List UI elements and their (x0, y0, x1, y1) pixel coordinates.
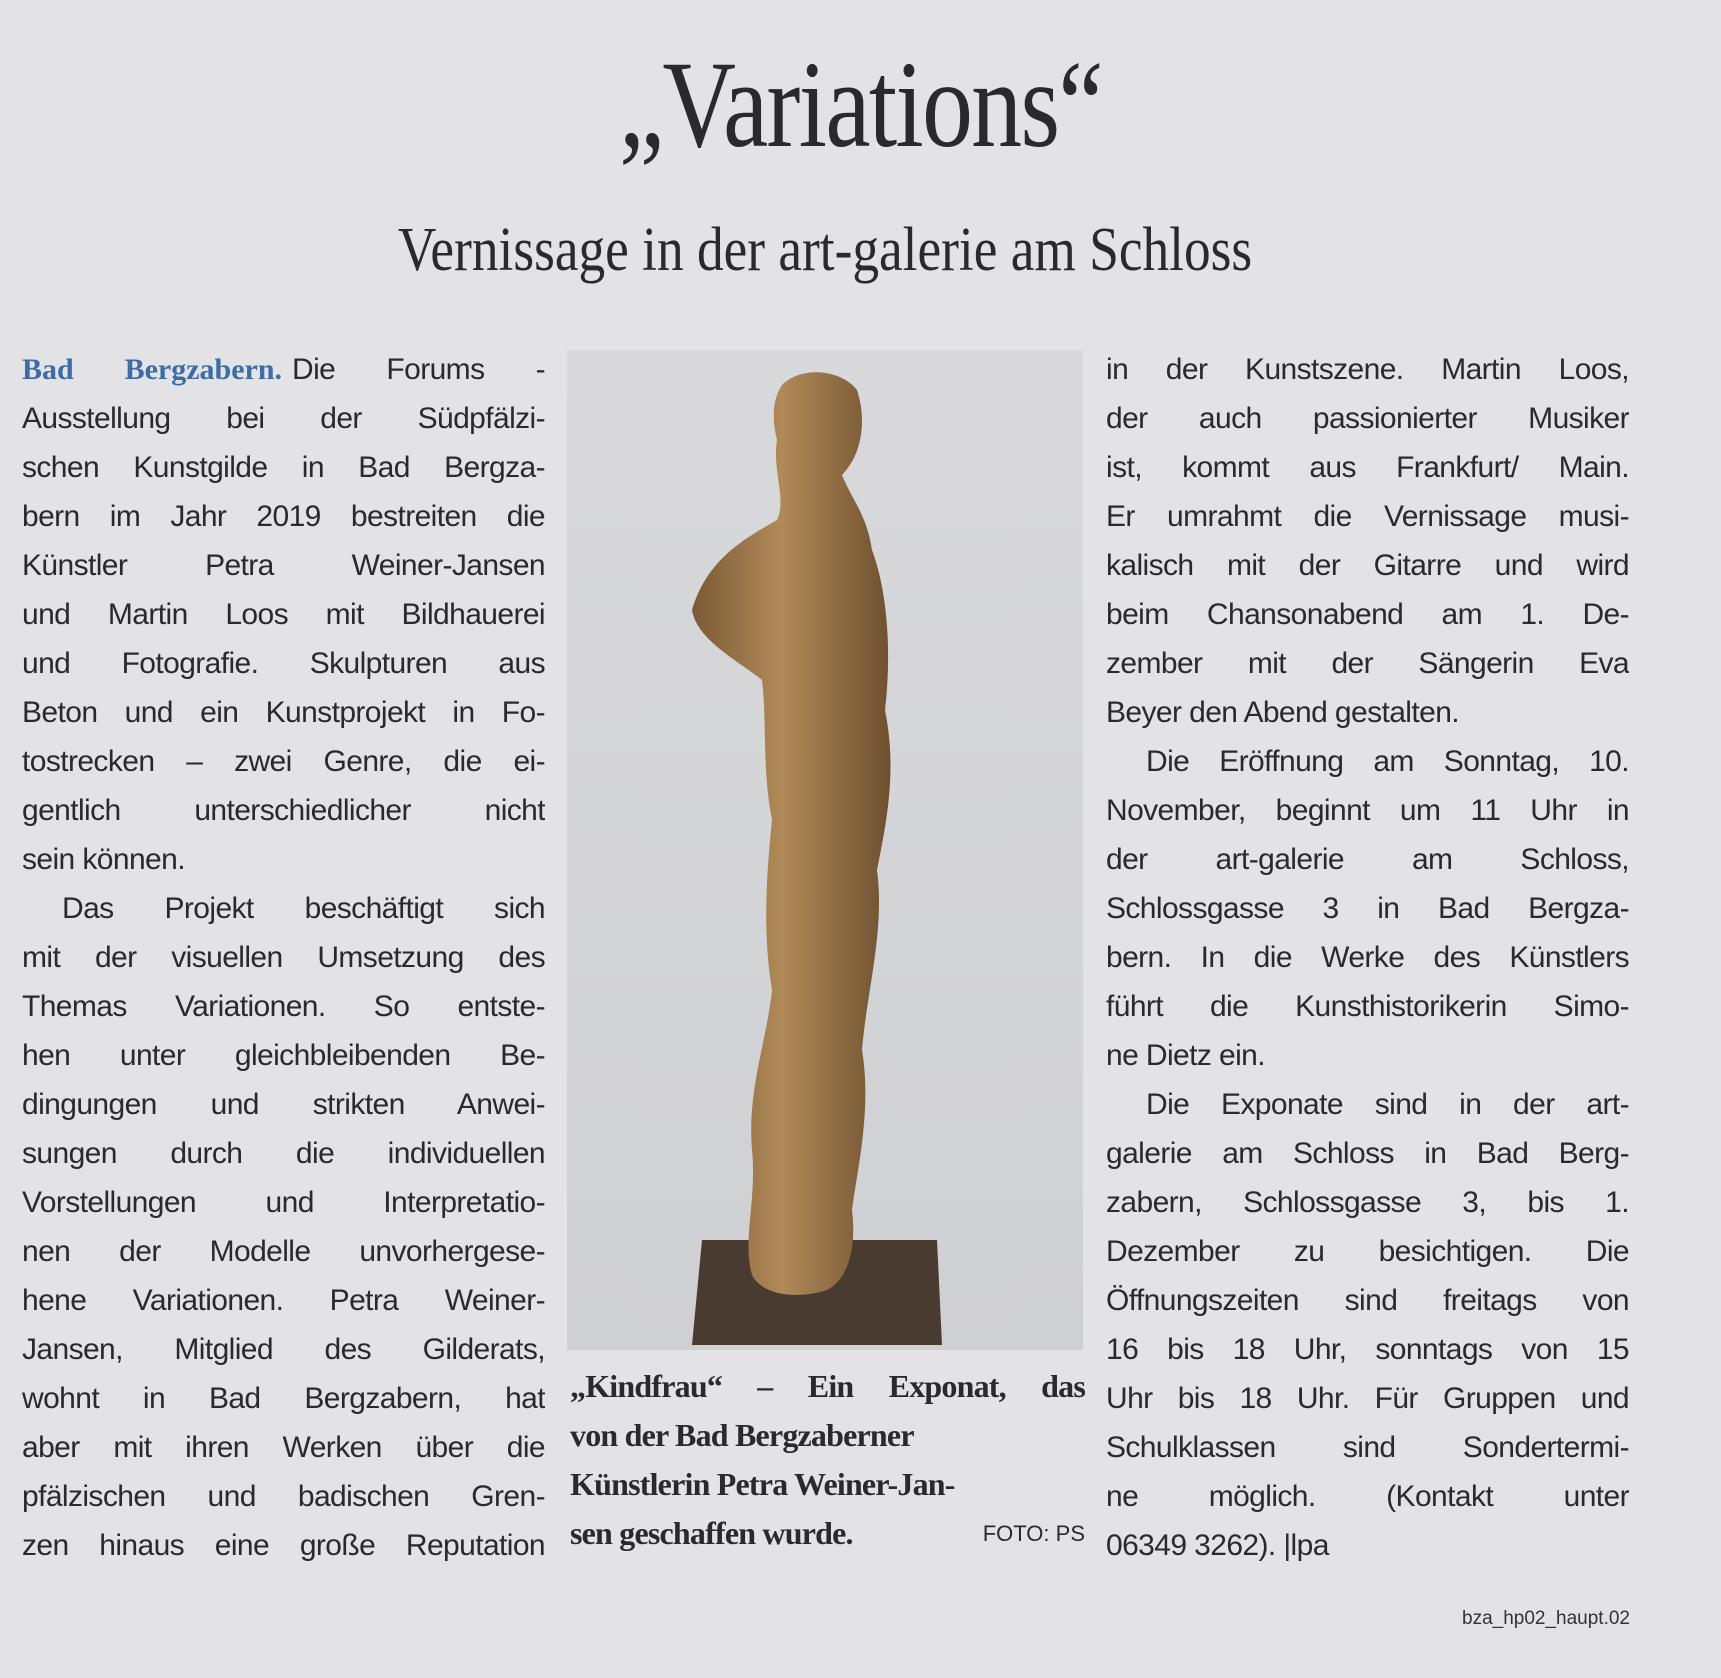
text-line: Ausstellung bei der Südpfälzi- (22, 402, 545, 435)
text-line: kalisch mit der Gitarre und wird (1106, 549, 1629, 582)
right-column (1106, 345, 1629, 1570)
text-line (22, 345, 545, 394)
text-line: hene Variationen. Petra Weiner- (22, 1284, 545, 1317)
text-line: mit der visuellen Umsetzung des (22, 941, 545, 974)
text-line: Schlossgasse 3 in Bad Bergza- (1106, 892, 1629, 925)
text-line: ist, kommt aus Frankfurt/ Main. (1106, 451, 1629, 484)
text-line: hen unter gleichbleibenden Be- (22, 1039, 545, 1072)
subheadline: Vernissage in der art-galerie am Schloss (397, 216, 1253, 284)
text-line: bern. In die Werke des Künstlers (1106, 941, 1629, 974)
text-line: nen der Modelle unvorhergese- (22, 1235, 545, 1268)
caption-line (570, 1411, 1085, 1460)
text-line-content: Die Forums - (292, 353, 545, 386)
caption-line (570, 1509, 1085, 1558)
text-line: bern im Jahr 2019 bestreiten die (22, 500, 545, 533)
text-line: wohnt in Bad Bergzabern, hat (22, 1382, 545, 1415)
text-line: sungen durch die individuellen (22, 1137, 545, 1170)
text-line: ne möglich. (Kontakt unter (1106, 1480, 1629, 1513)
text-line: Dezember zu besichtigen. Die (1106, 1235, 1629, 1268)
paragraph (1106, 1080, 1629, 1570)
text-line: zabern, Schlossgasse 3, bis 1. (1106, 1186, 1629, 1219)
text-line: Schulklassen sind Sondertermi- (1106, 1431, 1629, 1464)
text-line: und Fotografie. Skulpturen aus (22, 647, 545, 680)
text-line: schen Kunstgilde in Bad Bergza- (22, 451, 545, 484)
page-code: bza_hp02_haupt.02 (1462, 1608, 1630, 1629)
text-line: und Martin Loos mit Bildhauerei (22, 598, 545, 631)
text-line: zember mit der Sängerin Eva (1106, 647, 1629, 680)
text-line: galerie am Schloss in Bad Berg- (1106, 1137, 1629, 1170)
photo-caption (570, 1362, 1085, 1558)
dateline: Bad Bergzabern. (22, 353, 283, 386)
caption-line (570, 1362, 1085, 1411)
text-line: Er umrahmt die Vernissage musi- (1106, 500, 1629, 533)
caption-line (570, 1460, 1085, 1509)
text-line: pfälzischen und badischen Gren- (22, 1480, 545, 1513)
text-line: der art-galerie am Schloss, (1106, 843, 1629, 876)
text-line: der auch passionierter Musiker (1106, 402, 1629, 435)
caption-text: „Kindfrau“ – Ein Exponat, das (570, 1368, 1085, 1404)
text-line: Uhr bis 18 Uhr. Für Gruppen und (1106, 1382, 1629, 1415)
text-line: Künstler Petra Weiner-Jansen (22, 549, 545, 582)
text-line: November, beginnt um 11 Uhr in (1106, 794, 1629, 827)
paragraph (1106, 345, 1629, 737)
text-line: zen hinaus eine große Reputation (22, 1529, 545, 1562)
paragraph (1106, 737, 1629, 1080)
text-line: führt die Kunsthistorikerin Simo- (1106, 990, 1629, 1023)
text-line: aber mit ihren Werken über die (22, 1431, 545, 1464)
text-line: gentlich unterschiedlicher nicht (22, 794, 545, 827)
text-line: Öffnungszeiten sind freitags von (1106, 1284, 1629, 1317)
sculpture-photo (567, 350, 1083, 1350)
text-line: 06349 3262). |lpa (1106, 1529, 1329, 1562)
headline: „Variations“ (619, 36, 1102, 173)
text-line: ne Dietz ein. (1106, 1039, 1265, 1072)
sculpture-image (567, 350, 1083, 1350)
text-line: dingungen und strikten Anwei- (22, 1088, 545, 1121)
text-line: Die Exponate sind in der art- (1146, 1088, 1629, 1121)
text-line: tostrecken – zwei Genre, die ei- (22, 745, 545, 778)
paragraph (22, 884, 545, 1570)
text-line: 16 bis 18 Uhr, sonntags von 15 (1106, 1333, 1629, 1366)
caption-text: Künstlerin Petra Weiner-Jan- (570, 1466, 955, 1502)
left-column (22, 345, 545, 1570)
text-line: Themas Variationen. So entste- (22, 990, 545, 1023)
text-line: sein können. (22, 843, 185, 876)
paragraph (22, 345, 545, 884)
caption-text: von der Bad Bergzaberner (570, 1417, 914, 1453)
text-line: Beton und ein Kunstprojekt in Fo- (22, 696, 545, 729)
text-line: Die Eröffnung am Sonntag, 10. (1146, 745, 1629, 778)
text-line: beim Chansonabend am 1. De- (1106, 598, 1629, 631)
photo-credit: FOTO: PS (982, 1521, 1085, 1546)
caption-text: sen geschaffen wurde. (570, 1515, 853, 1551)
text-line: Vorstellungen und Interpretatio- (22, 1186, 545, 1219)
text-line: Das Projekt beschäftigt sich (62, 892, 545, 925)
text-line: in der Kunstszene. Martin Loos, (1106, 353, 1629, 386)
text-line: Beyer den Abend gestalten. (1106, 696, 1460, 729)
text-line: Jansen, Mitglied des Gilderats, (22, 1333, 545, 1366)
